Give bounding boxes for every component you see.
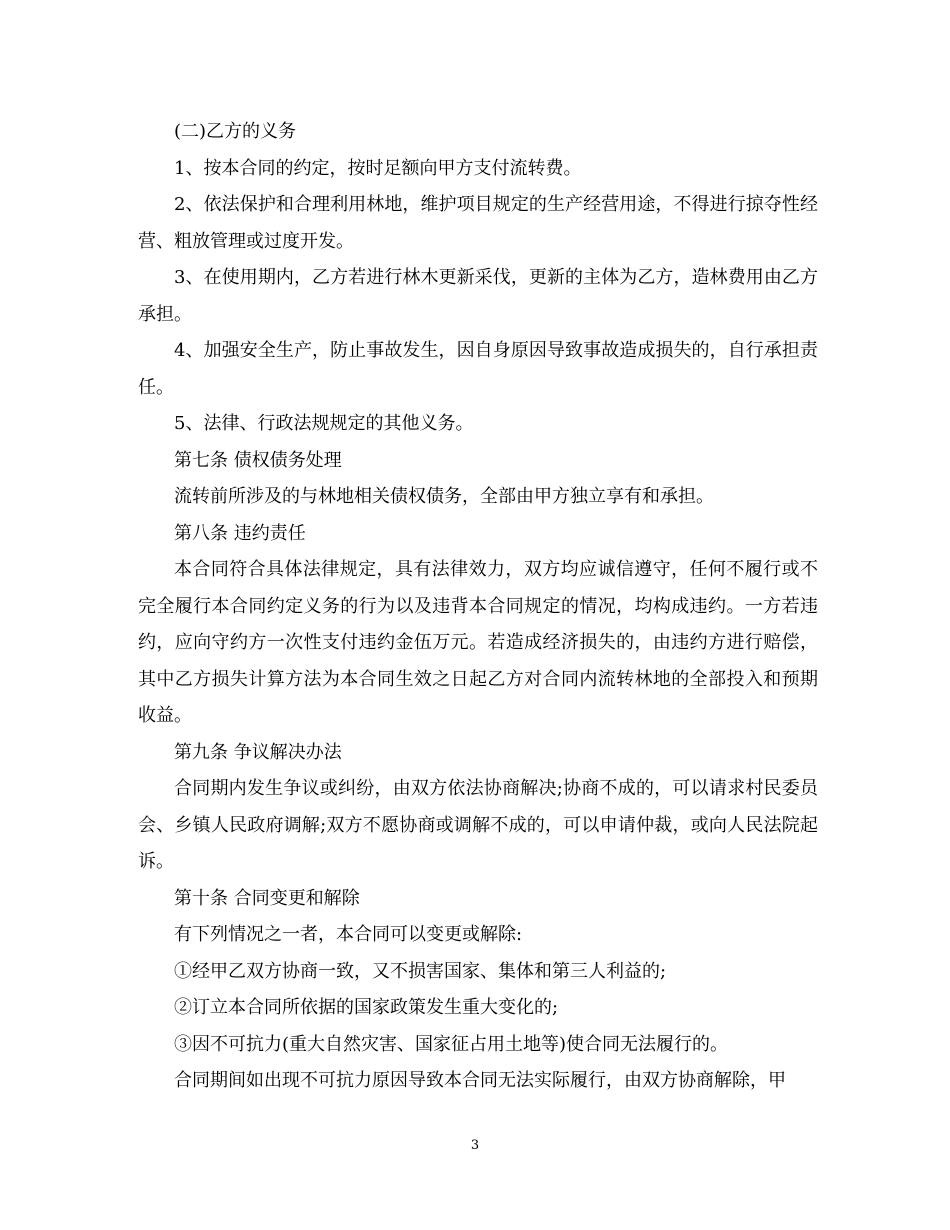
paragraph-obligations-heading: (二)乙方的义务 <box>174 121 297 142</box>
article-10-item-2: ②订立本合同所依据的国家政策发生重大变化的; <box>174 997 559 1018</box>
article-10-intro: 有下列情况之一者，本合同可以变更或解除: <box>174 924 523 945</box>
paragraph-obligation-2: 2、依法保护和合理利用林地，维护项目规定的生产经营用途，不得进行掠夺性经营、粗放管理或过度开发。 <box>138 194 818 252</box>
article-8-heading: 第八条 违约责任 <box>174 522 306 544</box>
article-10-closing: 合同期间如出现不可抗力原因导致本合同无法实际履行，由双方协商解除，甲 <box>174 1070 786 1091</box>
page-number: 3 <box>470 1138 480 1153</box>
article-9-body: 合同期内发生争议或纠纷，由双方依法协商解决;协商不成的，可以请求村民委员会、乡镇人民政府调解;双方不愿协商或调解不成的，可以申请仲裁，或向人民法院起诉。 <box>138 778 818 872</box>
article-9-heading: 第九条 争议解决办法 <box>174 741 342 763</box>
paragraph-obligation-4: 4、加强安全生产，防止事故发生，因自身原因导致事故造成损失的，自行承担责任。 <box>138 340 818 398</box>
article-10-heading: 第十条 合同变更和解除 <box>174 887 360 909</box>
article-10-item-3: ③因不可抗力(重大自然灾害、国家征占用土地等)使合同无法履行的。 <box>174 1033 729 1055</box>
paragraph-obligation-3: 3、在使用期内，乙方若进行林木更新采伐，更新的主体为乙方，造林费用由乙方承担。 <box>138 267 818 325</box>
article-10-item-1: ①经甲乙双方协商一致，又不损害国家、集体和第三人利益的; <box>174 960 667 982</box>
article-7-heading: 第七条 债权债务处理 <box>174 449 342 471</box>
article-7-body: 流转前所涉及的与林地相关债权债务，全部由甲方独立享有和承担。 <box>174 486 714 507</box>
paragraph-obligation-1: 1、按本合同的约定，按时足额向甲方支付流转费。 <box>174 157 582 179</box>
document-body <box>138 114 818 1100</box>
article-8-body: 本合同符合具体法律规定，具有法律效力，双方均应诚信遵守，任何不履行或不完全履行本合同约定义务的行为以及违背本合同规定的情况，均构成违约。一方若违约，应向守约方一次性支付违约金伍万元。若造成经济损失的，由违约方进行赔偿，其中乙方损失计算方法为本合同生效之日起乙方对合同内流转林地的全部投入和预期收益。 <box>138 559 818 726</box>
paragraph-obligation-5: 5、法律、行政法规规定的其他义务。 <box>174 413 474 434</box>
